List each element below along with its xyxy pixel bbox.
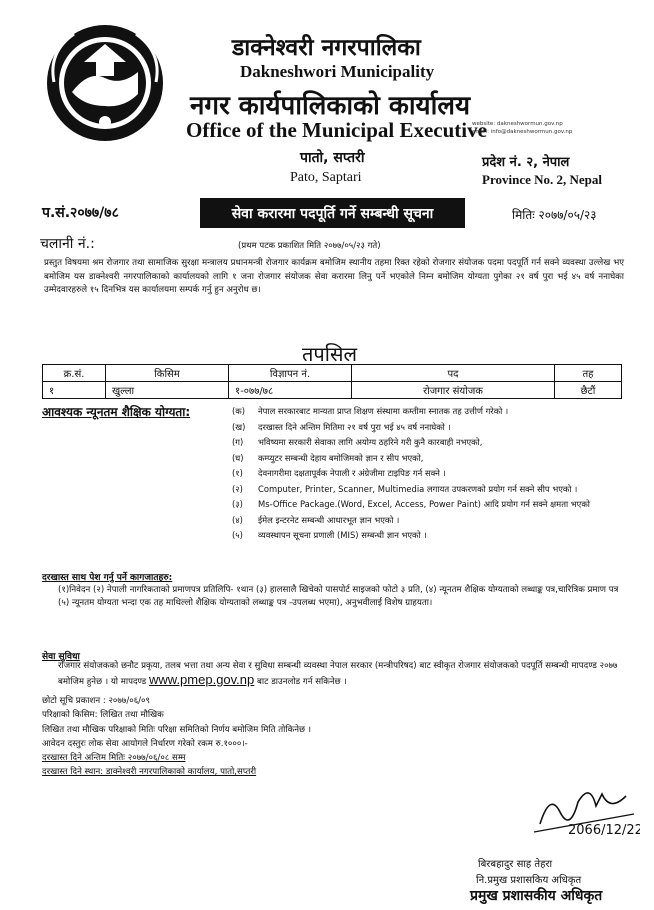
qualification-label: आवश्यक न्यूनतम शैक्षिक योग्यता: bbox=[42, 405, 191, 419]
signature-date: 2066/12/22 bbox=[568, 823, 640, 838]
col-header-post: पद bbox=[352, 365, 555, 382]
services-text-a: रोजगार संयोजकको छनौट प्रकृया, तलब भत्ता तथा अन्य सेवा र सुविधा सम्बन्धी व्यवस्था नेपाल सरकार (मन्त्रीपरिषद) बाट स्वीकृत रोजगार संयोजकको पदपूर्ति सम्बन्धी मापदण्ड २०७७ बमोजिम हुनेछ । यो मापदण्ड bbox=[58, 661, 618, 687]
province-np: प्रदेश नं. २, नेपाल bbox=[482, 155, 570, 170]
qualification-list bbox=[232, 406, 624, 546]
services-text-b: बाट डाउनलोड गर्न सकिनेछ । bbox=[257, 677, 347, 687]
email-text: email: info@dakneshwormun.gov.np bbox=[472, 129, 573, 135]
table-row bbox=[43, 382, 622, 399]
application-place: दरखास्त दिने स्थान: डाक्नेश्वरी नगरपालिकाको कार्यालय, पातो,सप्तरी bbox=[42, 767, 257, 778]
application-info bbox=[42, 694, 311, 780]
list-item: (४) ईमेल इन्टरनेट सम्बन्धी आधारभूत ज्ञान भएको । bbox=[232, 514, 400, 525]
office-name-en: Office of the Municipal Executive bbox=[186, 118, 487, 142]
pmep-link[interactable]: www.pmep.gov.np bbox=[149, 672, 255, 687]
notice-title: सेवा करारमा पदपूर्ति गर्ने सम्बन्धी सूचना bbox=[200, 198, 465, 228]
services-heading: सेवा सुविधा bbox=[42, 652, 80, 662]
shortlist-date: छोटो सूचि प्रकाशन : २०७७/०६/०९ bbox=[42, 696, 150, 706]
list-item: (२) Computer, Printer, Scanner, Multimedia लगायत उपकरणको प्रयोग गर्न सक्ने सीप भएको । bbox=[232, 483, 578, 494]
cell-level: छैटौं bbox=[555, 382, 622, 399]
list-item: (१) देवनागरीमा दक्षतापूर्वक नेपाली र अंग्रेजीमा टाइपिङ गर्न सक्ने । bbox=[232, 468, 446, 478]
col-header-type: किसिम bbox=[106, 365, 229, 382]
exam-date: लिखित तथा मौखिक परिक्षाको मितिः परिक्षा समितिको निर्णय बमोजिम मिति तोकिनेछ । bbox=[42, 724, 311, 735]
list-item: (क) नेपाल सरकारबाट मान्यता प्राप्त शिक्षण संस्थामा कम्तीमा स्नातक तह उत्तीर्ण गरेको । bbox=[232, 406, 509, 416]
handwritten-signature bbox=[530, 772, 640, 842]
exam-type: परिक्षाको किसिम: लिखित तथा मौखिक bbox=[42, 710, 164, 721]
signatory-name: बिरबहादुर साह तेहरा bbox=[478, 859, 553, 870]
cell-ad-no: १-०७७/७८ bbox=[229, 382, 352, 399]
municipality-name-en: Dakneshwori Municipality bbox=[240, 62, 435, 81]
col-header-ad-no: विज्ञापन नं. bbox=[229, 365, 352, 382]
reference-number: प.सं.२०७७/७८ bbox=[42, 205, 119, 221]
signatory-designation: नि.प्रमुख प्रशासकिय अधिकृत bbox=[476, 875, 582, 886]
application-fee: आवेदन दस्तुरः लोक सेवा आयोगले निर्धारण गरेको रकम रु.१०००।- bbox=[42, 738, 248, 749]
documents-heading: दरखास्त साथ पेश गर्नु पर्ने कागजातहरु: bbox=[42, 573, 173, 583]
cell-serial: १ bbox=[43, 382, 106, 399]
list-item: (३) Ms-Office Package.(Word, Excel, Access, Power Paint) आदि प्रयोग गर्न सक्ने क्षमता भएको bbox=[232, 499, 590, 509]
dispatch-number: चलानी नं.: bbox=[40, 236, 95, 252]
documents-body: (१)निवेदन (२) नेपाली नागरिकताको प्रमाणपत्र प्रतिलिपि- १थान (३) हालसालै खिचेको पासपोर्ट साइजको फोटो ३ प्रति, (४) न्यूनतम शैक्षिक योग्यताको लब्धाङ्क पत्र,चारित्रिक प्रमाण पत्र (५) न्यूनतम योग्यता भन्दा एक तह माथिल्लो शैक्षिक योग्यताको लब्धाङ्क पत्र -उपलब्ध भएमा), अनुभवीलाई विशेष ग्राहयता। bbox=[58, 585, 619, 608]
province-en: Province No. 2, Nepal bbox=[482, 172, 602, 187]
website-text: website: dakneshwormun.gov.np bbox=[472, 121, 563, 127]
contact-info bbox=[472, 120, 572, 136]
list-item: (घ) कम्प्युटर सम्बन्धी देहाय बमोजिमको ज्ञान र सीप भएको, bbox=[232, 452, 424, 463]
cell-post: रोजगार संयोजक bbox=[352, 382, 555, 399]
col-header-serial: क्र.सं. bbox=[43, 365, 106, 382]
table-header-row bbox=[43, 365, 622, 382]
municipality-seal bbox=[44, 22, 166, 144]
list-item: (ग) भविष्यमा सरकारी सेवाका लागि अयोग्य ठहरिने गरी कुनै कारबाही नभएको, bbox=[232, 437, 483, 447]
office-name-np: नगर कार्यपालिकाको कार्यालय bbox=[190, 91, 471, 121]
cell-type: खुल्ला bbox=[106, 382, 229, 399]
application-deadline: दरखास्त दिने अन्तिम मितिः २०७७/०६/०८ सम्म bbox=[42, 753, 186, 764]
list-item: (ख) दरखास्त दिने अन्तिम मितिमा २१ वर्ष पुरा भई ४५ वर्ष ननाघेको । bbox=[232, 421, 451, 432]
official-stamp: प्रमुख प्रशासकीय अधिकृत bbox=[470, 888, 603, 904]
services-body bbox=[58, 660, 624, 689]
col-header-level: तह bbox=[555, 365, 622, 382]
intro-paragraph: प्रस्तुत विषयमा श्रम रोजगार तथा सामाजिक सुरक्षा मन्त्रालय प्रधानमन्त्री रोजगार कार्यक्रम बमोजिम स्थानीय तहमा रिक्त रहेको रोजगार संयोजक पदमा पदपूर्ति गर्न सक्ने व्यवस्था उल्लेख भए बमोजिम यस डाक्नेश्वरी नगरपालिकाको कार्यालयको लागि १ जना रोजगार संयोजक सेवा करारमा लिनु पर्ने भएकोले निम्न बमोजिम योग्यता पुगेका २१ वर्ष पुरा भई ४५ वर्ष ननाघेका उम्मेदवारहरुले १५ दिनभित्र यस कार्यालयमा सम्पर्क गर्नु हुन अनुरोध छ। bbox=[44, 258, 624, 295]
vacancy-table bbox=[42, 364, 622, 399]
address-en: Pato, Saptari bbox=[290, 170, 362, 185]
schedule-heading: तपसिल bbox=[302, 342, 358, 366]
notice-date: मितिः २०७७/०५/२३ bbox=[512, 208, 597, 222]
list-item: (५) व्यवस्थापन सूचना प्रणाली (MIS) सम्बन्धी ज्ञान भएको । bbox=[232, 530, 427, 540]
municipality-name-np: डाक्नेश्वरी नगरपालिका bbox=[232, 35, 421, 61]
address-np: पातो, सप्तरी bbox=[300, 150, 365, 166]
first-published-note: (प्रथम पटक प्रकाशित मिति २०७७/०५/२३ गते) bbox=[238, 241, 381, 251]
